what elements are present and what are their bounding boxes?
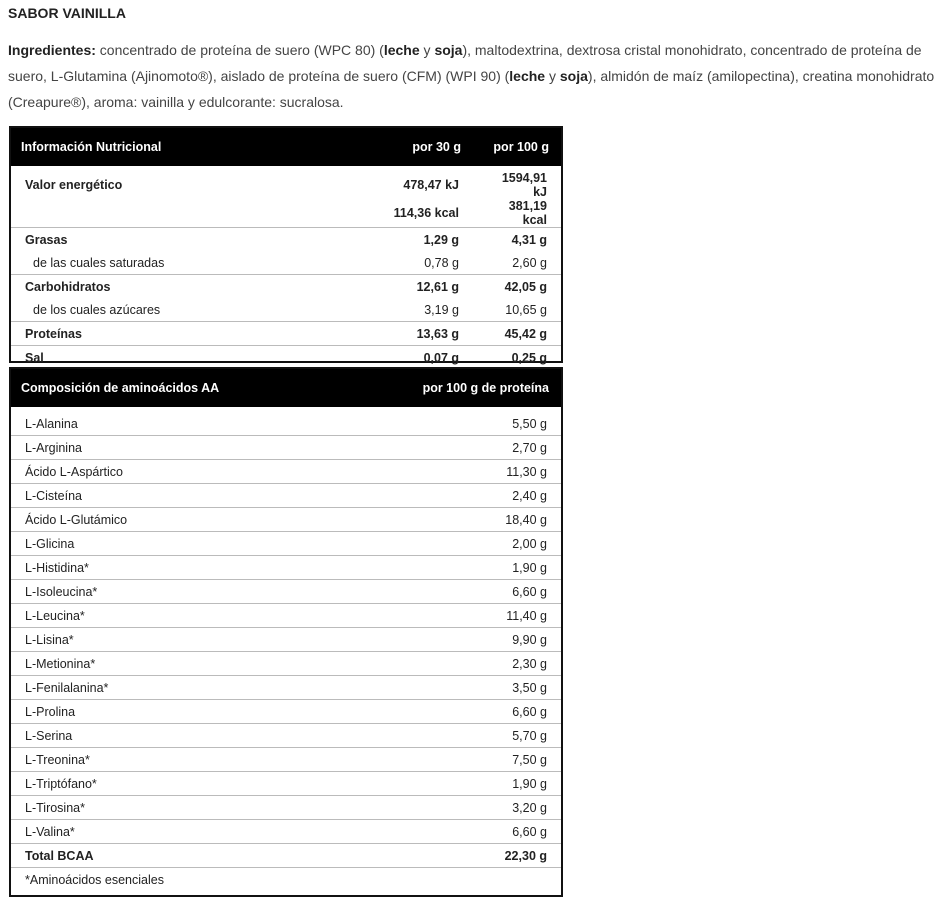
amino-acid-value: 6,60 g [340, 700, 561, 724]
amino-acid-value: 11,30 g [340, 460, 561, 484]
product-flavor-title: SABOR VAINILLA [8, 5, 126, 21]
table-row [11, 298, 561, 322]
amino-acid-name: L-Prolina [11, 700, 340, 724]
amino-acid-value: 2,70 g [340, 436, 561, 460]
amino-acid-value: 3,50 g [340, 676, 561, 700]
nutrient-label: Grasas [11, 228, 333, 252]
amino-acid-name: L-Treonina* [11, 748, 340, 772]
amino-acid-value: 18,40 g [340, 508, 561, 532]
table-row [11, 820, 561, 844]
value-per-30g: 0,07 g [333, 346, 473, 370]
table-row [11, 460, 561, 484]
nutrition-header-row [11, 128, 561, 166]
allergen-text: soja [559, 68, 588, 84]
amino-acid-value: 6,60 g [340, 580, 561, 604]
ingredient-text: y [419, 42, 435, 58]
allergen-text: leche [509, 68, 546, 84]
amino-acid-value: 5,70 g [340, 724, 561, 748]
amino-acid-name: Ácido L-Glutámico [11, 508, 340, 532]
table-row [11, 652, 561, 676]
table-row [11, 676, 561, 700]
amino-header-row [11, 369, 561, 407]
table-row [11, 346, 561, 370]
amino-acid-name: L-Triptófano* [11, 772, 340, 796]
table-row [11, 275, 561, 299]
amino-acid-name: L-Valina* [11, 820, 340, 844]
ingredients-label: Ingredientes: [8, 42, 96, 58]
value-per-100g: 2,60 g [512, 255, 547, 270]
allergen-text: soja [434, 42, 463, 58]
table-row [11, 796, 561, 820]
amino-acid-name: L-Leucina* [11, 604, 340, 628]
nutrition-header-label: Información Nutricional [11, 128, 333, 166]
table-row [11, 532, 561, 556]
table-row [11, 484, 561, 508]
table-row [11, 199, 561, 228]
table-row [11, 556, 561, 580]
ingredient-text: ), almidón de maíz (amilopectina), creatina monohidrato (Creapure®), aroma: vainilla y edulcorante: sucralosa. [8, 68, 935, 110]
value-per-30g: 478,47 kJ [403, 178, 459, 192]
nutrient-label: Carbohidratos [11, 275, 333, 299]
value-per-30g: 0,78 g [424, 255, 459, 270]
ingredients-list [8, 42, 934, 110]
nutrient-label: Sal [11, 346, 333, 370]
amino-acid-value: 1,90 g [340, 772, 561, 796]
amino-acid-value: 9,90 g [340, 628, 561, 652]
table-row [11, 251, 561, 275]
amino-acid-name: L-Cisteína [11, 484, 340, 508]
nutrient-label: de las cuales saturadas [33, 255, 165, 270]
table-row [11, 628, 561, 652]
allergen-text: leche [383, 42, 420, 58]
table-row [11, 228, 561, 252]
amino-acid-name: L-Fenilalanina* [11, 676, 340, 700]
value-per-100g: 4,31 g [473, 228, 561, 252]
amino-acid-name: L-Arginina [11, 436, 340, 460]
amino-header-value: por 100 g de proteína [340, 369, 561, 407]
value-per-100g: 42,05 g [473, 275, 561, 299]
amino-acid-name: L-Glicina [11, 532, 340, 556]
value-per-30g: 13,63 g [333, 322, 473, 346]
amino-acid-value: 2,00 g [340, 532, 561, 556]
table-row [11, 322, 561, 346]
amino-acid-name: L-Serina [11, 724, 340, 748]
amino-header-label: Composición de aminoácidos AA [11, 369, 340, 407]
amino-acid-name: L-Lisina* [11, 628, 340, 652]
table-row [11, 508, 561, 532]
amino-acid-name: L-Isoleucina* [11, 580, 340, 604]
amino-acid-value: 2,40 g [340, 484, 561, 508]
value-per-30g: 3,19 g [424, 302, 459, 317]
ingredient-text: ), maltodextrina, dextrosa cristal monohidrato, concentrado de proteína de suero, L-Glutamina (Ajinomoto®), aislado de proteína de suero (CFM) (WPI 90) ( [8, 42, 922, 84]
amino-acid-name: L-Alanina [11, 412, 340, 436]
total-bcaa-label: Total BCAA [11, 844, 340, 868]
amino-acid-name: L-Histidina* [11, 556, 340, 580]
amino-acid-value: 7,50 g [340, 748, 561, 772]
value-per-30g: 1,29 g [333, 228, 473, 252]
table-row [11, 412, 561, 436]
nutrition-header-100g: por 100 g [473, 128, 561, 166]
amino-acid-value: 5,50 g [340, 412, 561, 436]
table-row [11, 604, 561, 628]
value-per-30g: 12,61 g [333, 275, 473, 299]
table-row [11, 580, 561, 604]
value-per-100g: 0,25 g [473, 346, 561, 370]
essential-amino-note: *Aminoácidos esenciales [25, 873, 164, 887]
table-row-total-bcaa [11, 844, 561, 868]
amino-acid-table [9, 367, 563, 897]
nutrient-label: Proteínas [11, 322, 333, 346]
table-row [11, 772, 561, 796]
amino-acid-value: 1,90 g [340, 556, 561, 580]
nutrient-label: Valor energético [25, 178, 123, 192]
amino-acid-value: 3,20 g [340, 796, 561, 820]
amino-acid-value: 6,60 g [340, 820, 561, 844]
nutrition-header-30g: por 30 g [333, 128, 473, 166]
ingredients-text [8, 37, 936, 115]
amino-acid-value: 11,40 g [340, 604, 561, 628]
amino-acid-name: L-Tirosina* [11, 796, 340, 820]
ingredient-text: y [545, 68, 560, 84]
table-row [11, 700, 561, 724]
nutrient-label: de los cuales azúcares [33, 302, 161, 317]
value-per-100g: 10,65 g [505, 302, 547, 317]
value-per-100g: 381,19 kcal [508, 199, 547, 227]
amino-acid-name: L-Metionina* [11, 652, 340, 676]
table-row [11, 748, 561, 772]
amino-acid-value: 2,30 g [340, 652, 561, 676]
nutrient-label [11, 199, 333, 228]
total-bcaa-value: 22,30 g [340, 844, 561, 868]
table-row [11, 724, 561, 748]
amino-acid-name: Ácido L-Aspártico [11, 460, 340, 484]
table-row [11, 171, 561, 199]
nutrition-table [9, 126, 563, 363]
footnote-row [11, 868, 561, 893]
value-per-100g: 1594,91 kJ [501, 171, 547, 199]
value-per-100g: 45,42 g [473, 322, 561, 346]
value-per-30g: 114,36 kcal [393, 206, 459, 220]
table-row [11, 436, 561, 460]
ingredient-text: concentrado de proteína de suero (WPC 80) ( [95, 42, 384, 58]
